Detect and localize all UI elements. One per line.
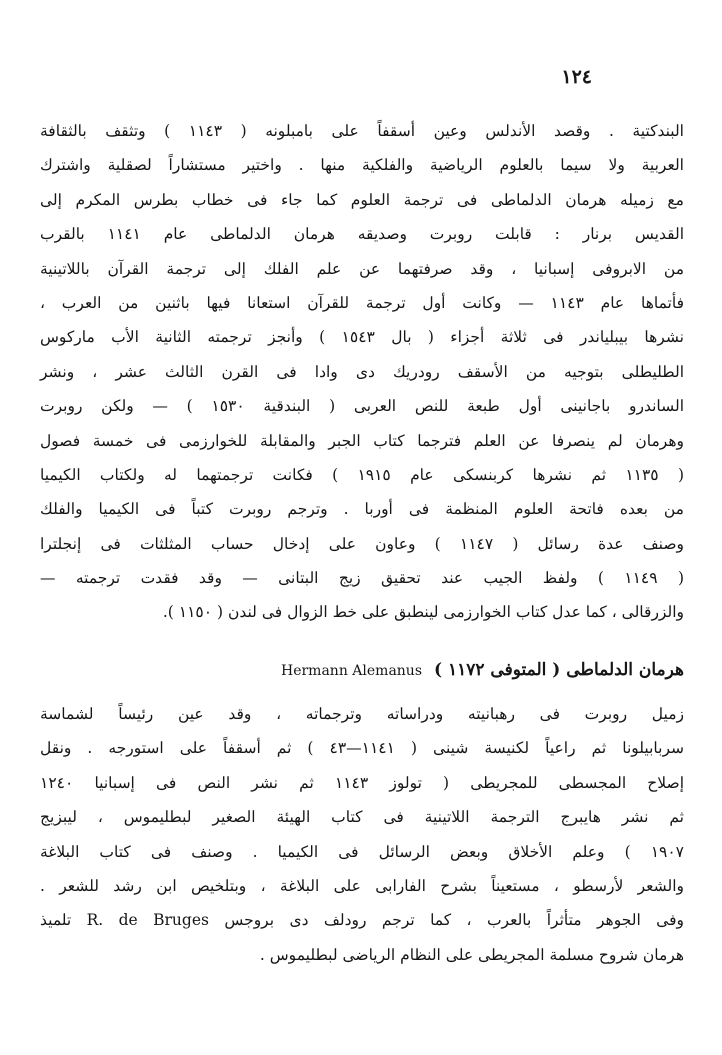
text-line: ثم نشر هايبرج الترجمة اللاتينية فى كتاب الهيئة الصغير لبطليموس ، ليبزيج — [40, 808, 684, 827]
section-heading — [40, 650, 684, 690]
text-line: سربابيلونا ثم راعياً لكنيسة شينى ( ١١٤١—٤٣ ) ثم أسقفاً على استورجه . ونقل — [40, 739, 684, 758]
text-line: القديس برنار : قابلت روبرت وصديقه هرمان الدلماطى عام ١١٤١ بالقرب — [40, 225, 684, 244]
text-line: من بعده فاتحة العلوم المنظمة فى أوربا . وترجم روبرت كتباً فى الكيميا والفلك — [40, 500, 684, 519]
text-line: الساندرو باجانينى أول طبعة للنص العربى ( البندقية ١٥٣٠ ) — ولكن روبرت — [40, 397, 684, 416]
text-line: مع زميله هرمان الدلماطى فى ترجمة العلوم كما جاء فى خطاب بطرس المكرم إلى — [40, 190, 684, 209]
text-line: فأتماها عام ١١٤٣ — وكانت أول ترجمة للقرآن استعانا فيها باثنين من العرب ، — [40, 293, 684, 312]
text-line: والشعر لأرسطو ، مستعيناً بشرح الفارابى على البلاغة ، وبتلخيص ابن رشد للشعر . — [40, 876, 684, 895]
heading-latin: Hermann Alemanus — [281, 663, 423, 679]
paragraph-robert-of-chester — [40, 114, 684, 630]
text-line: العربية ولا سيما بالعلوم الرياضية والفلكية منها . واختير مستشاراً لصقلية واشترك — [40, 156, 684, 175]
text-line: وفى الجوهر متأثراً بالعرب ، كما ترجم رودلف دى بروجس R. de Bruges تلميذ — [40, 911, 684, 930]
text-line: وهرمان لم ينصرفا عن العلم فترجما كتاب الجبر والمقابلة للخوارزمى فى خمسة فصول — [40, 431, 684, 450]
page-number: ١٢٤ — [561, 66, 592, 88]
paragraph-hermann-alemanus — [40, 697, 684, 972]
text-line: زميل روبرت فى رهبانيته ودراساته وترجماته ، وقد عين رئيساً لشماسة — [40, 705, 684, 723]
text-line: نشرها بيبلياندر فى ثلاثة أجزاء ( بال ١٥٤٣ ) وأنجز ترجمته الثانية الأب ماركوس — [40, 328, 684, 347]
text-line: البندكتية . وقصد الأندلس وعين أسقفاً على بامبلونه ( ١١٤٣ ) وتثقف بالثقافة — [40, 122, 684, 140]
text-line: ( ١١٣٥ ثم نشرها كربنسكى عام ١٩١٥ ) فكانت ترجمتهما له ولكتاب الكيميا — [40, 465, 684, 484]
text-line: ( ١١٤٩ ) ولفظ الجيب عند تحقيق زيج البتانى — وقد فقدت ترجمته — — [40, 569, 684, 588]
text-line: ١٩٠٧ ) وعلم الأخلاق وبعض الرسائل فى الكيميا . وصنف فى كتاب البلاغة — [40, 842, 684, 861]
text-line: إصلاح المجسطى للمجريطى ( تولوز ١١٤٣ ثم نشر النص فى إسبانيا ١٢٤٠ — [40, 773, 684, 792]
text-line: هرمان شروح مسلمة المجريطى على النظام الرياضى لبطليموس . — [259, 945, 684, 964]
heading-arabic: هرمان الدلماطى ( المتوفى ١١٧٢ ) — [434, 660, 684, 680]
text-line: وصنف عدة رسائل ( ١١٤٧ ) وعاون على إدخال حساب المثلثات فى إنجلترا — [40, 534, 684, 553]
text-line: والزرقالى ، كما عدل كتاب الخوارزمى لينطبق على خط الزوال فى لندن ( ١١٥٠ ). — [162, 603, 684, 622]
text-line: الطليطلى بتوجيه من الأسقف رودريك دى وادا فى القرن الثالث عشر ، ونشر — [40, 362, 684, 381]
text-line: من الابروفى إسبانيا ، وقد صرفتهما عن علم الفلك إلى ترجمة القرآن باللاتينية — [40, 259, 684, 278]
